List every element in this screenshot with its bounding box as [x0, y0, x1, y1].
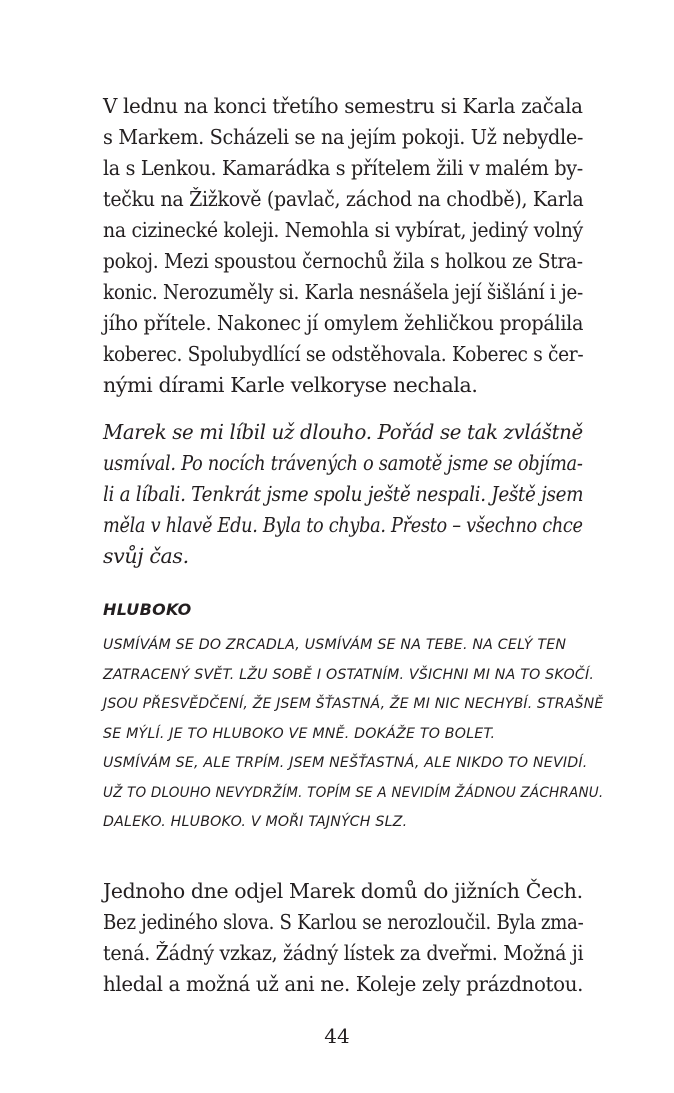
paragraph-italic-diary	[103, 417, 583, 572]
text-line: usmíval. Po nocích trávených o samotě jsme se objíma-	[103, 451, 583, 475]
text-line: tečku na Žižkově (pavlač, záchod na chodbě), Karla	[103, 187, 584, 211]
text-line: V lednu na konci třetího semestru si Karla začala	[103, 94, 583, 118]
page-number: 44	[324, 1024, 350, 1048]
text-line: na cizinecké koleji. Nemohla si vybírat, jediný volný	[103, 218, 583, 242]
text-line: nými dírami Karle velkoryse nechala.	[103, 373, 478, 397]
text-line: jího přítele. Nakonec jí omylem žehličkou propálila	[103, 311, 584, 335]
poem-line: SE MÝLÍ. JE TO HLUBOKO VE MNĚ. DOKÁŽE TO BOLET.	[103, 725, 496, 742]
text-line: svůj čas.	[103, 544, 189, 568]
paragraph-closing	[103, 876, 583, 1000]
poem-line: JSOU PŘESVĚDČENÍ, ŽE JSEM ŠŤASTNÁ, ŽE MI NIC NECHYBÍ. STRAŠNĚ	[103, 696, 604, 712]
text-line: hledal a možná už ani ne. Koleje zely prázdnotou.	[103, 972, 584, 996]
poem-line: ZATRACENÝ SVĚT. LŽU SOBĚ I OSTATNÍM. VŠICHNI MI NA TO SKOČÍ.	[103, 666, 595, 683]
text-line: měla v hlavě Edu. Byla to chyba. Přesto – všechno chce	[103, 513, 583, 537]
text-line: Bez jediného slova. S Karlou se nerozloučil. Byla zma-	[103, 910, 584, 934]
paragraph-intro	[103, 91, 583, 401]
text-line: li a líbali. Tenkrát jsme spolu ještě nespali. Ještě jsem	[103, 482, 584, 506]
poem-line: DALEKO. HLUBOKO. V MOŘI TAJNÝCH SLZ.	[103, 814, 408, 830]
text-line: Marek se mi líbil už dlouho. Pořád se tak zvláštně	[103, 420, 583, 444]
text-line: s Markem. Scházeli se na jejím pokoji. Už nebydle-	[103, 125, 584, 149]
poem-line: USMÍVÁM SE DO ZRCADLA, USMÍVÁM SE NA TEBE. NA CELÝ TEN	[103, 637, 567, 653]
text-line: Jednoho dne odjel Marek domů do jižních Čech.	[103, 879, 583, 903]
poem-line: UŽ TO DLOUHO NEVYDRŽÍM. TOPÍM SE A NEVIDÍM ŽÁDNOU ZÁCHRANU.	[103, 784, 604, 801]
text-line: konic. Nerozuměly si. Karla nesnášela její šišlání i je-	[103, 280, 583, 304]
poem-line: USMÍVÁM SE, ALE TRPÍM. JSEM NEŠŤASTNÁ, ALE NIKDO TO NEVIDÍ.	[103, 755, 588, 771]
text-line: pokoj. Mezi spoustou černochů žila s holkou ze Stra-	[103, 249, 583, 273]
text-line: la s Lenkou. Kamarádka s přítelem žili v malém by-	[103, 156, 583, 180]
poem-body	[103, 631, 603, 838]
text-line: koberec. Spolubydlící se odstěhovala. Koberec s čer-	[103, 342, 584, 366]
poem-title: HLUBOKO	[103, 600, 192, 619]
text-line: tená. Žádný vzkaz, žádný lístek za dveřmi. Možná ji	[103, 941, 584, 965]
